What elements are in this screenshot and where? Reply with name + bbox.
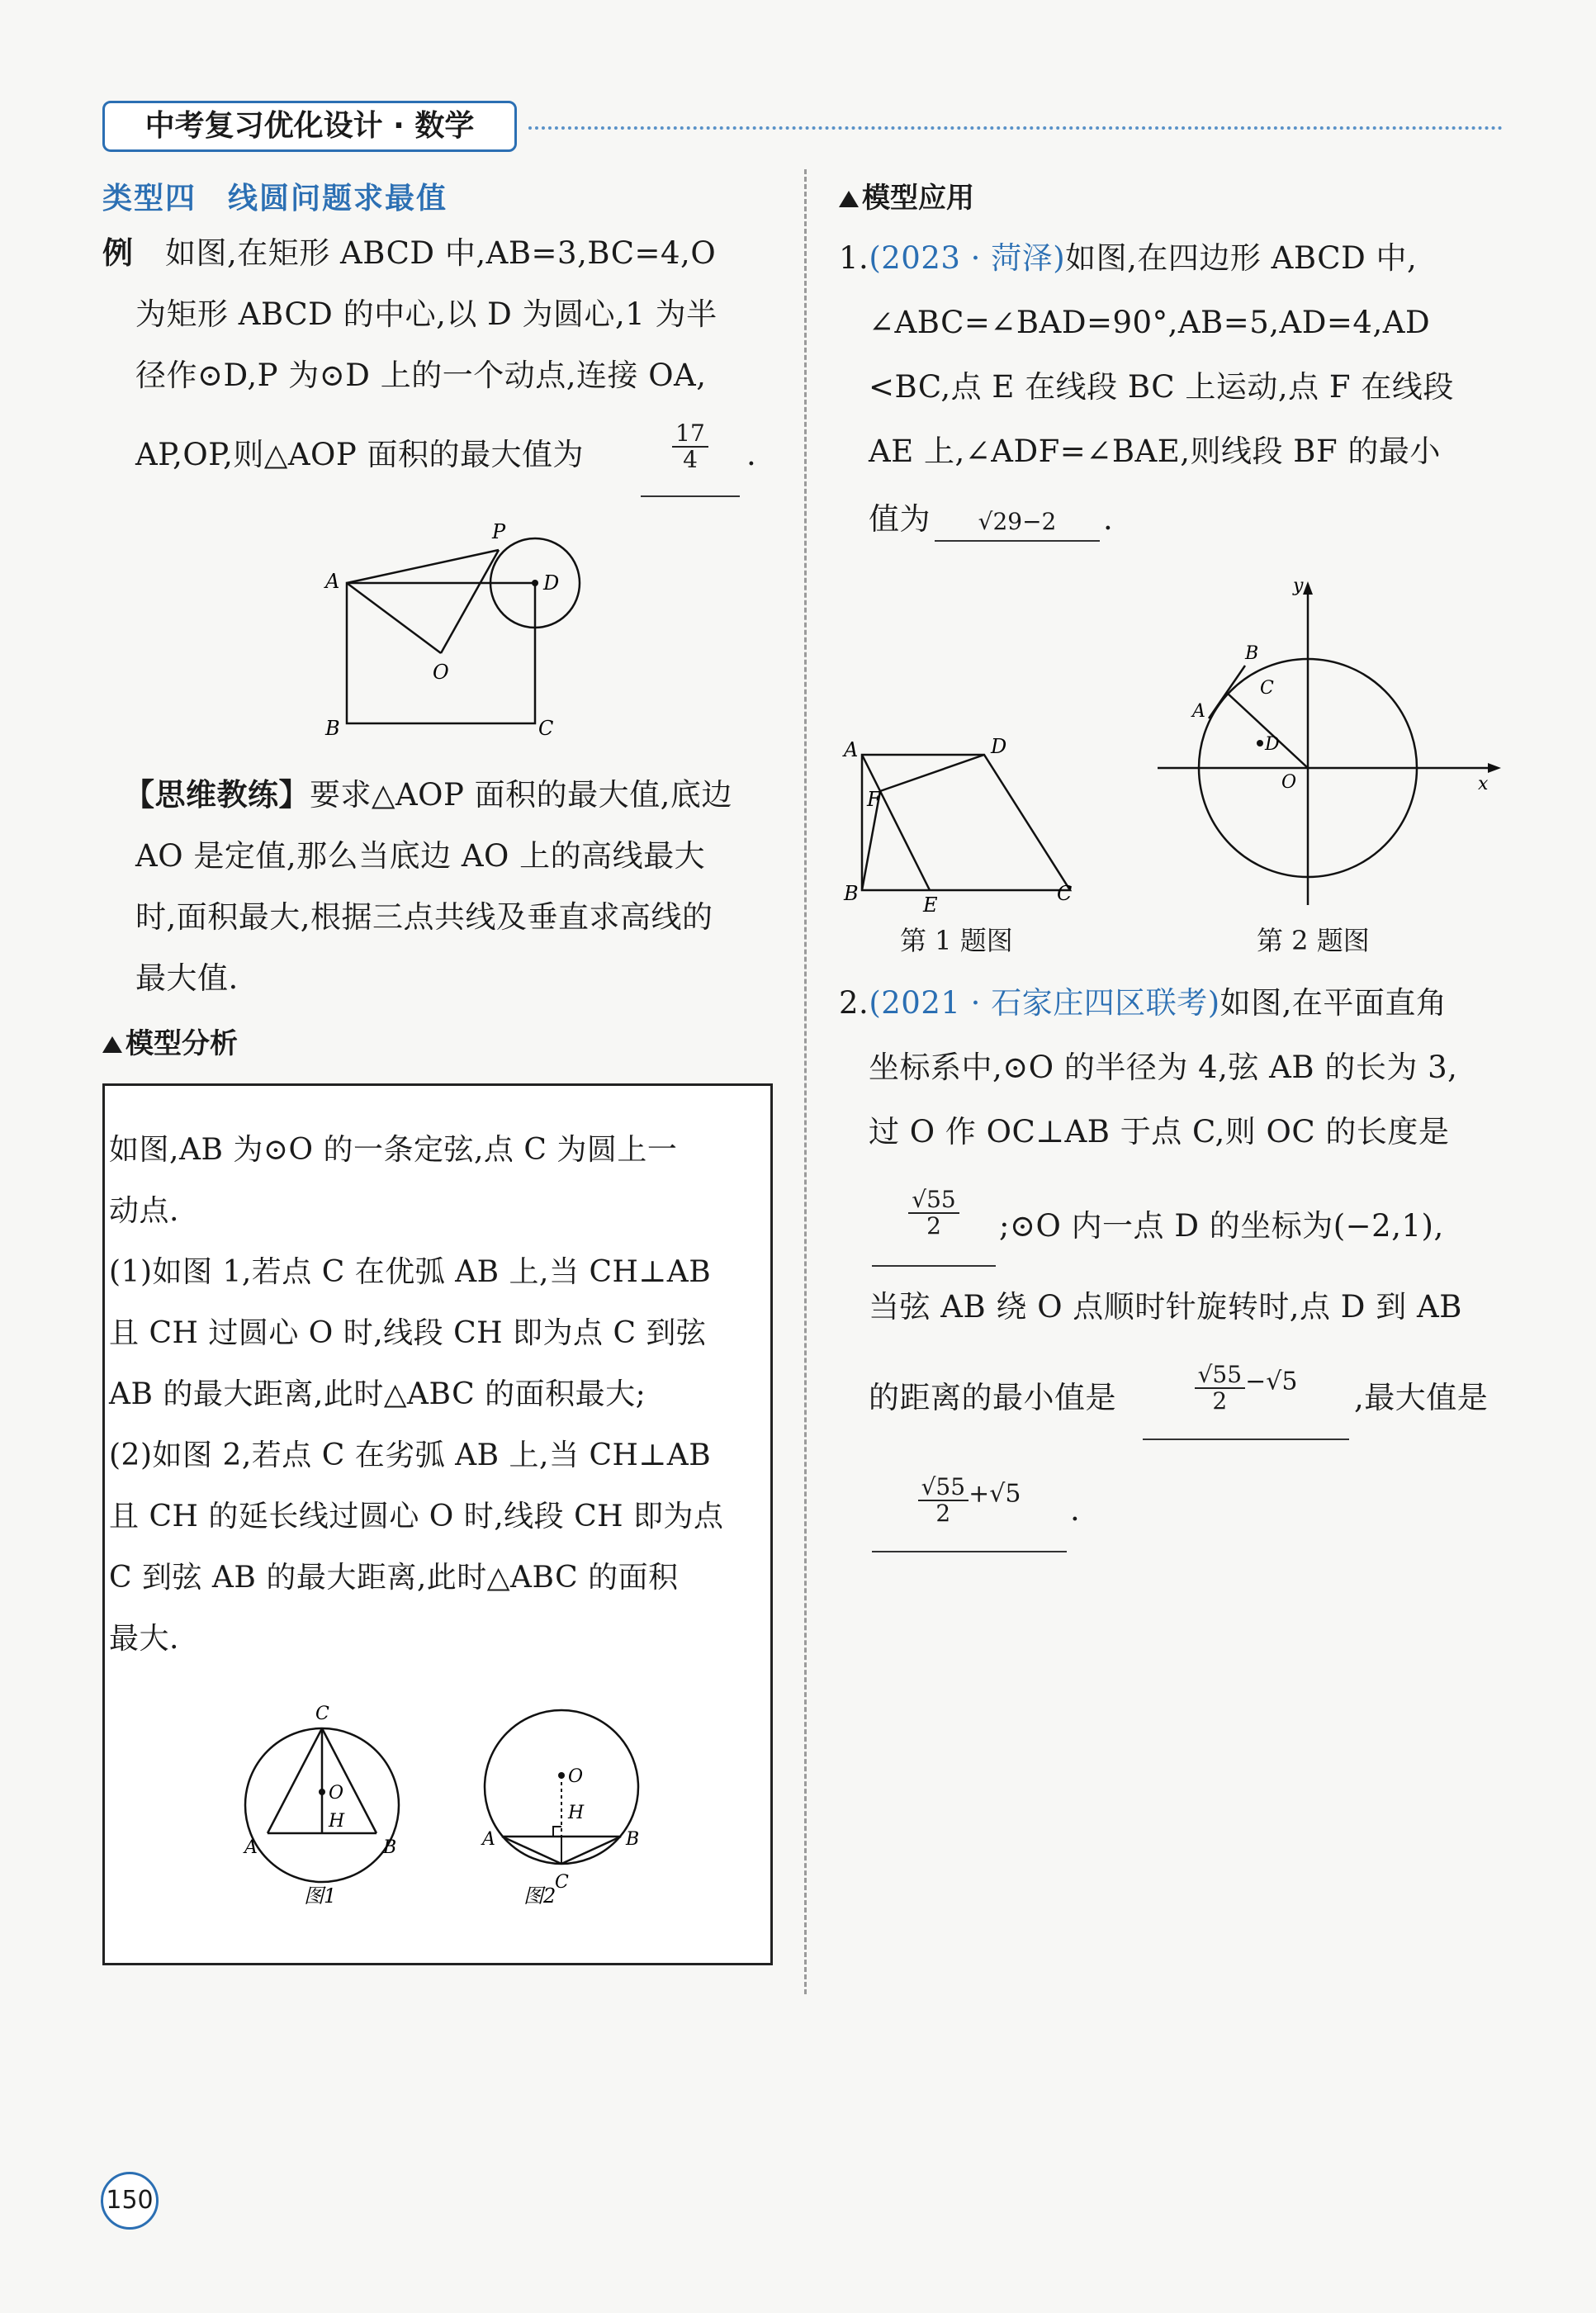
thinking-label: 【思维教练】: [124, 777, 310, 813]
q2-answer-2-tail: −√5: [1245, 1367, 1298, 1396]
svg-text:D: D: [991, 735, 1007, 758]
q2-answer-1: [872, 1173, 996, 1267]
triangle-icon: [839, 191, 859, 207]
label-o: O: [433, 661, 449, 684]
q2-answer-2-numerator: √55: [1195, 1363, 1245, 1389]
svg-text:A: A: [482, 1829, 495, 1850]
book-header-title: 中考复习优化设计 · 数学: [102, 101, 517, 152]
svg-text:H: H: [329, 1811, 345, 1832]
triangle-icon: [102, 1036, 122, 1053]
label-b: B: [325, 717, 340, 740]
svg-text:B: B: [626, 1829, 640, 1850]
svg-text:B: B: [383, 1837, 397, 1858]
column-divider: [804, 169, 807, 1994]
q2-line-3: 过 O 作 OC⊥AB 于点 C,则 OC 的长度是: [869, 1114, 1450, 1149]
q2-figure: [1148, 570, 1511, 917]
model-line-7: 且 CH 的延长线过圆心 O 时,线段 CH 即为点: [109, 1500, 724, 1533]
example-line-2: 为矩形 ABCD 的中心,以 D 为圆心,1 为半: [135, 296, 717, 332]
model-application-title-text: 模型应用: [862, 182, 974, 215]
thinking-line-3: 时,面积最大,根据三点共线及垂直求高线的: [135, 899, 713, 935]
fig2-caption: 图2: [523, 1884, 556, 1908]
q2-max-suffix: ,最大值是: [1354, 1380, 1489, 1415]
model-analysis-title-text: 模型分析: [126, 1027, 238, 1060]
q2-source: (2021 · 石家庄四区联考): [869, 985, 1220, 1021]
svg-text:O: O: [329, 1783, 344, 1803]
model-figure-1: [231, 1685, 429, 1916]
svg-text:O: O: [568, 1766, 584, 1787]
header-dotted-rule: [528, 126, 1503, 130]
label-d: D: [543, 571, 560, 595]
svg-text:C: C: [315, 1704, 329, 1724]
svg-text:O: O: [1281, 772, 1297, 793]
q1-figure-caption: 第 1 题图: [900, 925, 1013, 956]
q2-line-2: 坐标系中,⊙O 的半径为 4,弦 AB 的长为 3,: [869, 1050, 1458, 1085]
q2-answer-3-numerator: √55: [918, 1475, 968, 1501]
model-line-6: (2)如图 2,若点 C 在劣弧 AB 上,当 CH⊥AB: [109, 1439, 712, 1472]
svg-text:F: F: [867, 788, 881, 811]
page-number: 150: [101, 2172, 159, 2230]
q2-line-1: [839, 984, 1447, 1022]
svg-text:B: B: [1245, 643, 1259, 664]
model-line-8: C 到弦 AB 的最大距离,此时△ABC 的面积: [109, 1561, 679, 1595]
example-line-1: 如图,在矩形 ABCD 中,AB=3,BC=4,O: [165, 235, 717, 271]
example-end-period: .: [746, 437, 757, 472]
label-a: A: [325, 570, 340, 593]
svg-text:B: B: [844, 882, 859, 905]
svg-text:y: y: [1293, 576, 1304, 596]
label-p: P: [492, 520, 506, 543]
thinking-line-1: [124, 776, 732, 814]
svg-text:C: C: [1260, 678, 1274, 699]
q2-line-rotate: 当弦 AB 绕 O 点顺时针旋转时,点 D 到 AB: [869, 1289, 1462, 1325]
example-label: 例: [102, 235, 134, 271]
svg-text:C: C: [1057, 882, 1073, 905]
q1-line-2: ∠ABC=∠BAD=90°,AB=5,AD=4,AD: [869, 305, 1431, 340]
q2-after-answer-1: ;⊙O 内一点 D 的坐标为(−2,1),: [999, 1208, 1444, 1244]
q2-number: 2.: [839, 985, 869, 1021]
fig1-caption: 图1: [304, 1884, 337, 1908]
q1-number: 1.: [839, 240, 869, 276]
example-line-4: AP,OP,则△AOP 面积的最大值为: [135, 437, 585, 472]
model-line-3: (1)如图 1,若点 C 在优弧 AB 上,当 CH⊥AB: [109, 1255, 712, 1289]
thinking-line-2: AO 是定值,那么当底边 AO 上的高线最大: [135, 838, 706, 874]
q1-answer: √29−2: [935, 505, 1100, 542]
q2-end-period: .: [1070, 1492, 1081, 1528]
svg-text:A: A: [1192, 701, 1205, 722]
q2-answer-3-denominator: 2: [935, 1500, 951, 1527]
example-answer-denominator: 4: [683, 446, 698, 473]
model-line-4: 且 CH 过圆心 O 时,线段 CH 即为点 C 到弦: [109, 1316, 707, 1350]
q1-line-4: AE 上,∠ADF=∠BAE,则线段 BF 的最小: [869, 434, 1441, 469]
svg-text:C: C: [555, 1872, 569, 1893]
q2-answer-3-tail: +√5: [968, 1479, 1021, 1509]
model-line-5: AB 的最大距离,此时△ABC 的面积最大;: [109, 1377, 646, 1411]
model-line-1: 如图,AB 为⊙O 的一条定弦,点 C 为圆上一: [109, 1133, 678, 1167]
q1-figure: [834, 727, 1098, 941]
svg-text:A: A: [844, 738, 859, 761]
svg-text:H: H: [568, 1803, 585, 1823]
q1-line-3: <BC,点 E 在线段 BC 上运动,点 F 在线段: [869, 369, 1454, 405]
q2-answer-2: [1143, 1349, 1349, 1440]
q1-first-line: 如图,在四边形 ABCD 中,: [1065, 240, 1418, 276]
svg-text:A: A: [244, 1837, 258, 1858]
model-figure-2: [471, 1685, 669, 1916]
example-answer-numerator: 17: [672, 421, 708, 448]
q2-answer-3: [872, 1462, 1067, 1552]
q1-source: (2023 · 菏泽): [869, 240, 1066, 276]
model-application-title: [839, 175, 974, 216]
q2-figure-caption: 第 2 题图: [1257, 925, 1370, 956]
svg-text:x: x: [1478, 774, 1489, 794]
q1-answer-prefix: 值为: [869, 501, 931, 537]
type-title: 类型四 线圆问题求最值: [102, 182, 448, 216]
example-line-3: 径作⊙D,P 为⊙D 上的一个动点,连接 OA,: [135, 358, 707, 393]
label-c: C: [538, 717, 554, 740]
q2-answer-2-denominator: 2: [1212, 1387, 1228, 1415]
thinking-text-1: 要求△AOP 面积的最大值,底边: [310, 777, 732, 813]
thinking-line-4: 最大值.: [135, 960, 239, 996]
q1-end-period: .: [1103, 501, 1114, 537]
example-answer: [641, 416, 740, 497]
example-figure: [314, 512, 594, 743]
svg-text:E: E: [923, 893, 938, 917]
q1-line-1: [839, 239, 1417, 277]
model-line-9: 最大.: [109, 1622, 179, 1656]
q2-answer-1-numerator: √55: [908, 1187, 959, 1214]
q2-answer-1-denominator: 2: [926, 1212, 941, 1239]
svg-text:D: D: [1265, 734, 1280, 755]
model-line-2: 动点.: [109, 1194, 179, 1228]
q2-first-line: 如图,在平面直角: [1219, 985, 1447, 1021]
model-analysis-title: [102, 1021, 238, 1061]
q2-min-prefix: 的距离的最小值是: [869, 1380, 1116, 1415]
